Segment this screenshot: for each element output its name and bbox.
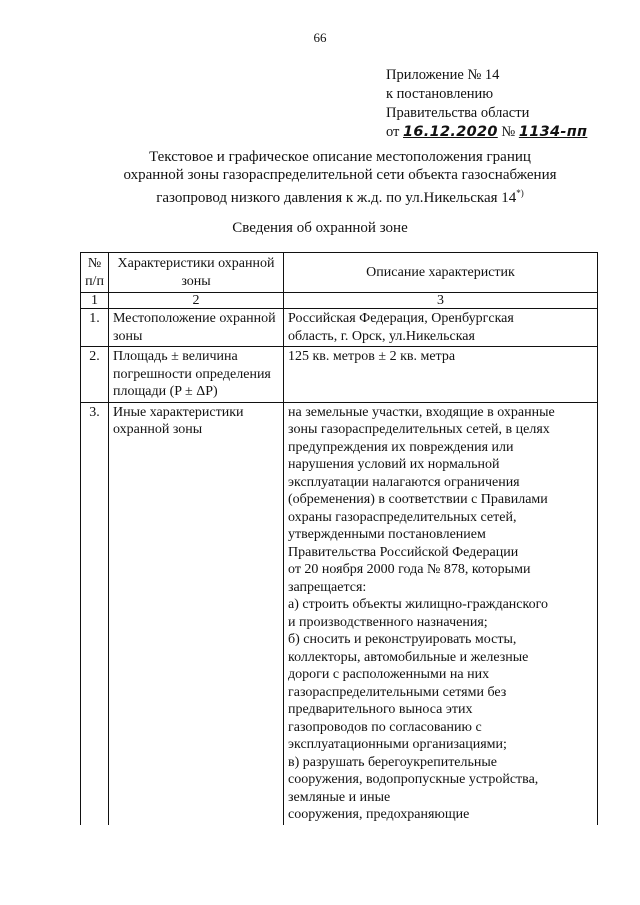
row-description <box>284 402 598 825</box>
title-line-3-wrap <box>80 184 600 207</box>
description-line: газопроводов по согласованию с <box>288 719 482 735</box>
description-line: (обременения) в соответствии с Правилами <box>288 492 548 507</box>
description-line: область, г. Орск, ул.Никельская <box>288 328 475 344</box>
row-characteristic: Местоположение охранной зоны <box>109 309 284 347</box>
description-line: и производственного назначения; <box>288 614 488 630</box>
table-row <box>81 309 598 347</box>
description-line: охраны газораспределительных сетей, <box>288 509 517 525</box>
index-cell: 2 <box>109 293 284 309</box>
header-characteristic: Характеристики охранной зоны <box>109 253 284 293</box>
document-title <box>80 148 600 207</box>
row-description <box>284 347 598 403</box>
description-line: зоны газораспределительных сетей, в целях <box>288 422 550 437</box>
title-line-3: газопровод низкого давления к ж.д. по ул.Никельская 14 <box>156 190 517 206</box>
title-line-2: охранной зоны газораспределительной сети объекта газоснабжения <box>123 167 557 183</box>
description-line: запрещается: <box>288 579 367 595</box>
title-line-1: Текстовое и графическое описание местоположения границ <box>149 149 531 165</box>
description-line: предварительного выноса этих <box>288 702 473 717</box>
zone-table <box>80 252 598 825</box>
description-line: 125 кв. метров ± 2 кв. метра <box>288 349 456 364</box>
appendix-title: Приложение № 14 <box>386 67 500 83</box>
table-row <box>81 347 598 403</box>
description-line: дороги с расположенными на них <box>288 667 490 682</box>
description-line: в) разрушать берегоукрепительные <box>288 754 498 770</box>
index-cell: 3 <box>284 293 598 309</box>
description-line: эксплуатационными организациями; <box>288 737 507 752</box>
description-line: Российская Федерация, Оренбургская <box>288 311 514 326</box>
description-line: от 20 ноября 2000 года № 878, которыми <box>288 562 531 577</box>
description-line: б) сносить и реконструировать мосты, <box>288 632 517 647</box>
appendix-line-3: Правительства области <box>386 105 530 121</box>
appendix-date-line <box>386 123 587 142</box>
footnote-mark: *) <box>516 188 524 198</box>
section-subtitle: Сведения об охранной зоне <box>232 220 408 236</box>
description-line: нарушения условий их нормальной <box>288 457 500 472</box>
description-line: газораспределительными сетями без <box>288 684 507 700</box>
header-num: № п/п <box>81 253 109 293</box>
page-number: 66 <box>313 30 327 45</box>
description-line: а) строить объекты жилищно-гражданского <box>288 597 548 612</box>
table-index-row <box>81 293 598 309</box>
description-line: сооружения, водопропускные устройства, <box>288 772 539 787</box>
description-line: на земельные участки, входящие в охранные <box>288 404 555 420</box>
row-description <box>284 309 598 347</box>
appendix-line-2: к постановлению <box>386 86 494 102</box>
table-header-row <box>81 253 598 293</box>
description-line: эксплуатации налагаются ограничения <box>288 474 520 490</box>
row-characteristic: Площадь ± величина погрешности определения площади (P ± ΔP) <box>109 347 284 403</box>
index-cell: 1 <box>81 293 109 309</box>
table-row <box>81 402 598 825</box>
description-line: коллекторы, автомобильные и железные <box>288 649 529 665</box>
appendix-block <box>386 66 587 142</box>
description-line: предупреждения их повреждения или <box>288 439 514 455</box>
handwritten-number: 1134-пп <box>518 124 588 140</box>
description-line: сооружения, предохраняющие <box>288 807 470 822</box>
row-number: 3. <box>81 402 109 825</box>
description-line: земляные и иные <box>288 789 391 805</box>
header-description: Описание характеристик <box>284 253 598 293</box>
date-prefix: от <box>386 124 400 140</box>
row-number: 1. <box>81 309 109 347</box>
description-line: Правительства Российской Федерации <box>288 544 519 560</box>
handwritten-date: 16.12.2020 <box>403 124 498 140</box>
description-line: утвержденными постановлением <box>288 527 486 542</box>
number-prefix: № <box>501 124 516 140</box>
row-characteristic: Иные характеристики охранной зоны <box>109 402 284 825</box>
row-number: 2. <box>81 347 109 403</box>
